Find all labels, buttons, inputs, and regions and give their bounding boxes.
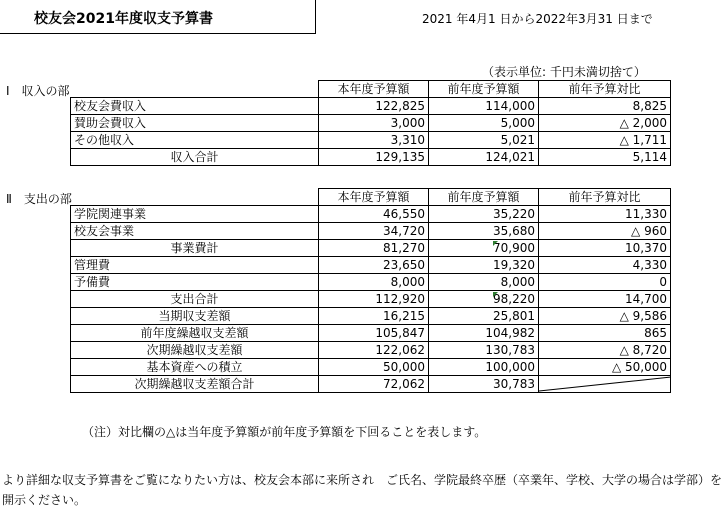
diff-value: △ 9,586 [539,308,671,325]
current-value: 81,270 [319,240,429,257]
diagonal-line [539,376,671,392]
fiscal-period: 2021 年4月1 日から2022年3月31 日まで [422,12,653,26]
diff-value: 11,330 [539,206,671,223]
column-header-diff: 前年予算対比 [539,81,671,98]
previous-value [429,240,539,257]
current-value-text: 112,920 [375,292,425,306]
table-row [71,257,671,274]
row-label: その他収入 [71,132,319,149]
row-label: 基本資産への積立 [71,359,319,376]
previous-value-text: 98,220 [493,292,535,306]
balance-row [71,308,671,325]
diff-value: △ 2,000 [539,115,671,132]
header-blank [71,81,319,98]
previous-value: 5,000 [429,115,539,132]
previous-value: 35,680 [429,223,539,240]
previous-value: 25,801 [429,308,539,325]
row-label: 次期繰越収支差額 [71,342,319,359]
column-header-current: 本年度予算額 [319,81,429,98]
expense-section-label: Ⅱ 支出の部 [6,192,72,206]
diff-value: 5,114 [539,149,671,166]
row-label: 収入合計 [71,149,319,166]
diff-value: 4,330 [539,257,671,274]
current-value: 3,000 [319,115,429,132]
current-value: 122,825 [319,98,429,115]
column-header-previous: 前年度予算額 [429,189,539,206]
current-value: 3,310 [319,132,429,149]
previous-value [429,291,539,308]
diff-value: △ 8,720 [539,342,671,359]
expense-header-row [71,189,671,206]
table-row [71,98,671,115]
row-label: 管理費 [71,257,319,274]
previous-value: 35,220 [429,206,539,223]
diff-value: 8,825 [539,98,671,115]
diff-value: 14,700 [539,291,671,308]
previous-value: 114,000 [429,98,539,115]
previous-value: 104,982 [429,325,539,342]
row-label: 学院関連事業 [71,206,319,223]
current-value: 105,847 [319,325,429,342]
row-label: 次期繰越収支差額合計 [71,376,319,393]
table-row [71,206,671,223]
table-row [71,240,671,257]
column-header-previous: 前年度予算額 [429,81,539,98]
current-value: 8,000 [319,274,429,291]
row-label: 予備費 [71,274,319,291]
income-header-row [71,81,671,98]
diff-value: 865 [539,325,671,342]
balance-row [71,325,671,342]
diff-empty-diagonal [539,376,671,393]
column-header-diff: 前年予算対比 [539,189,671,206]
expense-table [70,188,671,393]
diff-value: 10,370 [539,240,671,257]
diff-value: △ 1,711 [539,132,671,149]
table-row [71,115,671,132]
header-blank [71,189,319,206]
footer-text: より詳細な収支予算書をご覧になりたい方は、校友会本部に来所され ご氏名、学院最終卒歴（卒業年、学校、大学の場合は学部）を開示ください。 [2,473,723,507]
document-title: 校友会2021年度収支予算書 [34,11,213,27]
previous-value-text: 70,900 [493,241,535,255]
row-label: 校友会事業 [71,223,319,240]
row-label: 当期収支差額 [71,308,319,325]
current-value: 72,062 [319,376,429,393]
current-value [319,291,429,308]
table-row [71,274,671,291]
footnote: （注）対比欄の△は当年度予算額が前年度予算額を下回ることを表します。 [82,425,487,439]
current-value: 46,550 [319,206,429,223]
previous-value: 19,320 [429,257,539,274]
row-label: 支出合計 [71,291,319,308]
balance-row [71,376,671,393]
table-row [71,132,671,149]
table-row [71,223,671,240]
current-value: 50,000 [319,359,429,376]
current-value: 16,215 [319,308,429,325]
previous-value: 30,783 [429,376,539,393]
income-section-label: Ⅰ 収入の部 [6,84,70,98]
balance-row [71,359,671,376]
column-header-current: 本年度予算額 [319,189,429,206]
balance-row [71,342,671,359]
previous-value: 5,021 [429,132,539,149]
row-label: 賛助会費収入 [71,115,319,132]
current-value: 23,650 [319,257,429,274]
previous-value: 124,021 [429,149,539,166]
row-label: 前年度繰越収支差額 [71,325,319,342]
diff-value: 0 [539,274,671,291]
current-value: 122,062 [319,342,429,359]
row-label: 事業費計 [71,240,319,257]
income-total-row [71,149,671,166]
row-label: 校友会費収入 [71,98,319,115]
diff-value: △ 960 [539,223,671,240]
current-value: 129,135 [319,149,429,166]
current-value: 34,720 [319,223,429,240]
previous-value: 8,000 [429,274,539,291]
unit-note: （表示単位: 千円未満切捨て） [482,65,646,79]
previous-value: 130,783 [429,342,539,359]
diff-value: △ 50,000 [539,359,671,376]
income-table [70,80,671,166]
expense-total-row [71,291,671,308]
previous-value: 100,000 [429,359,539,376]
